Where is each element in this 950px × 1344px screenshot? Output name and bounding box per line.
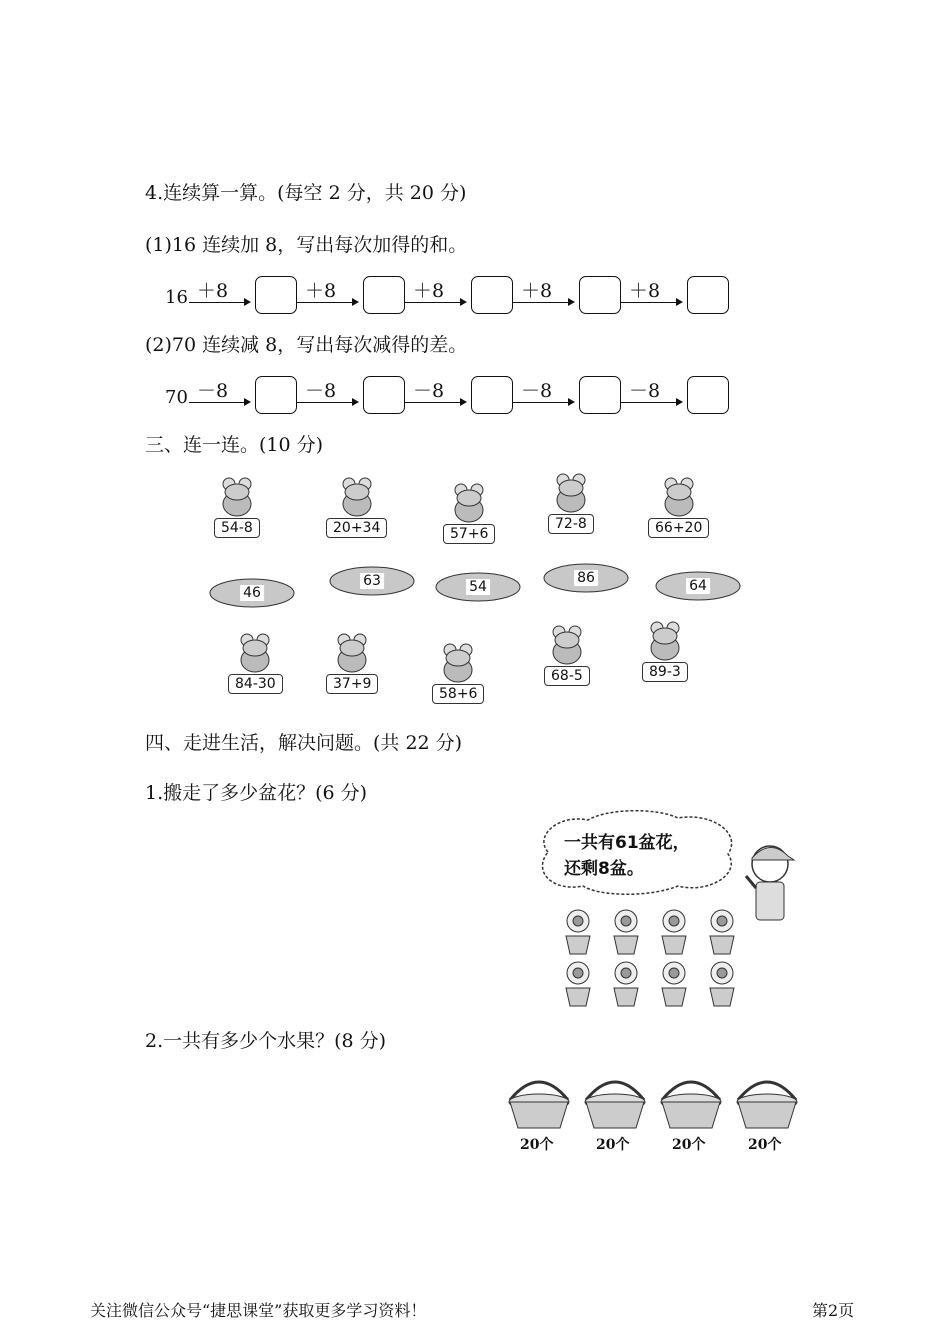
lily-pad[interactable]: [542, 561, 630, 595]
lily-pad-number: 46: [240, 585, 264, 601]
expression-tag: 72-8: [548, 514, 594, 534]
lily-pad-number: 86: [574, 570, 598, 586]
frog-icon: [337, 474, 377, 518]
basket-label: 20个: [748, 1137, 782, 1153]
frog-card[interactable]: [432, 640, 484, 704]
expression-tag: 84-30: [228, 674, 283, 694]
frog-card[interactable]: [326, 474, 387, 538]
flower-pot-icon: [704, 960, 740, 1008]
lily-pad[interactable]: [434, 570, 522, 604]
problem2-text: 2.一共有多少个水果？(8 分): [145, 1030, 387, 1052]
frog-card[interactable]: [642, 618, 688, 682]
section3-heading: 三、连一连。(10 分): [145, 434, 324, 456]
fruit-basket-icon: [504, 1072, 574, 1142]
op-label: －8: [521, 380, 553, 402]
speech-line-2: 还剩8盆。: [564, 859, 644, 879]
basket-label: 20个: [596, 1137, 630, 1153]
op-label: －8: [197, 380, 229, 402]
frog-card[interactable]: [548, 470, 594, 534]
answer-box[interactable]: [363, 376, 405, 414]
section4-heading: 四、走进生活，解决问题。(共 22 分): [145, 732, 463, 754]
frog-card[interactable]: [214, 474, 260, 538]
answer-box[interactable]: [255, 276, 297, 314]
op-label: ＋8: [413, 280, 445, 302]
fruit-basket-icon: [656, 1072, 726, 1142]
frog-icon: [332, 630, 372, 674]
arrow: [621, 402, 681, 403]
arrow: [405, 302, 465, 303]
basket-label: 20个: [520, 1137, 554, 1153]
chain-start: 70: [165, 387, 188, 408]
frog-card[interactable]: [228, 630, 283, 694]
speech-bubble: [528, 806, 748, 898]
op-label: －8: [413, 380, 445, 402]
op-label: －8: [629, 380, 661, 402]
frog-icon: [547, 622, 587, 666]
arrow: [621, 302, 681, 303]
flower-pot-icon: [560, 960, 596, 1008]
arrow: [405, 402, 465, 403]
expression-tag: 68-5: [544, 666, 590, 686]
lily-pad[interactable]: [208, 576, 296, 610]
answer-box[interactable]: [363, 276, 405, 314]
footer-promo: 关注微信公众号“捷思课堂”获取更多学习资料！: [90, 1301, 427, 1320]
flower-pot-icon: [656, 960, 692, 1008]
op-label: ＋8: [629, 280, 661, 302]
basket-label: 20个: [672, 1137, 706, 1153]
arrow: [513, 402, 573, 403]
arrow: [297, 302, 357, 303]
frog-icon: [645, 618, 685, 662]
frog-icon: [659, 474, 699, 518]
frog-icon: [217, 474, 257, 518]
flower-pot-icon: [560, 908, 596, 956]
frog-card[interactable]: [648, 474, 709, 538]
expression-tag: 37+9: [326, 674, 378, 694]
expression-tag: 57+6: [443, 524, 495, 544]
op-label: ＋8: [521, 280, 553, 302]
answer-box[interactable]: [255, 376, 297, 414]
page-number: 第2页: [812, 1301, 855, 1320]
answer-box[interactable]: [471, 376, 513, 414]
lily-pad[interactable]: [654, 569, 742, 603]
frog-icon: [449, 480, 489, 524]
frog-icon: [438, 640, 478, 684]
lily-pad-number: 63: [360, 573, 384, 589]
flower-pot-icon: [656, 908, 692, 956]
expression-tag: 89-3: [642, 662, 688, 682]
answer-box[interactable]: [687, 276, 729, 314]
lily-pad-number: 54: [466, 579, 490, 595]
add-chain: [165, 268, 765, 308]
arrow: [513, 302, 573, 303]
frog-card[interactable]: [443, 480, 495, 544]
frog-icon: [551, 470, 591, 514]
chain-start: 16: [165, 287, 188, 308]
flower-pot-icon: [608, 908, 644, 956]
q4-heading: 4.连续算一算。(每空 2 分，共 20 分): [145, 182, 467, 204]
op-label: －8: [305, 380, 337, 402]
frog-card[interactable]: [544, 622, 590, 686]
frog-icon: [235, 630, 275, 674]
speech-line-1: 一共有61盆花，: [564, 833, 690, 853]
q4-part1-text: (1)16 连续加 8，写出每次加得的和。: [145, 234, 468, 256]
expression-tag: 58+6: [432, 684, 484, 704]
frog-card[interactable]: [326, 630, 378, 694]
arrow: [189, 302, 249, 303]
expression-tag: 20+34: [326, 518, 387, 538]
expression-tag: 66+20: [648, 518, 709, 538]
arrow: [297, 402, 357, 403]
expression-tag: 54-8: [214, 518, 260, 538]
op-label: ＋8: [305, 280, 337, 302]
op-label: ＋8: [197, 280, 229, 302]
answer-box[interactable]: [471, 276, 513, 314]
problem1-text: 1.搬走了多少盆花？(6 分): [145, 782, 368, 804]
answer-box[interactable]: [579, 276, 621, 314]
flower-pot-icon: [704, 908, 740, 956]
arrow: [189, 402, 249, 403]
subtract-chain: [165, 368, 765, 408]
fruit-basket-icon: [580, 1072, 650, 1142]
lily-pad[interactable]: [328, 564, 416, 598]
answer-box[interactable]: [579, 376, 621, 414]
answer-box[interactable]: [687, 376, 729, 414]
fruit-basket-icon: [732, 1072, 802, 1142]
flower-pot-icon: [608, 960, 644, 1008]
boy-icon: [742, 836, 802, 928]
lily-pad-number: 64: [686, 578, 710, 594]
q4-part2-text: (2)70 连续减 8，写出每次减得的差。: [145, 334, 468, 356]
